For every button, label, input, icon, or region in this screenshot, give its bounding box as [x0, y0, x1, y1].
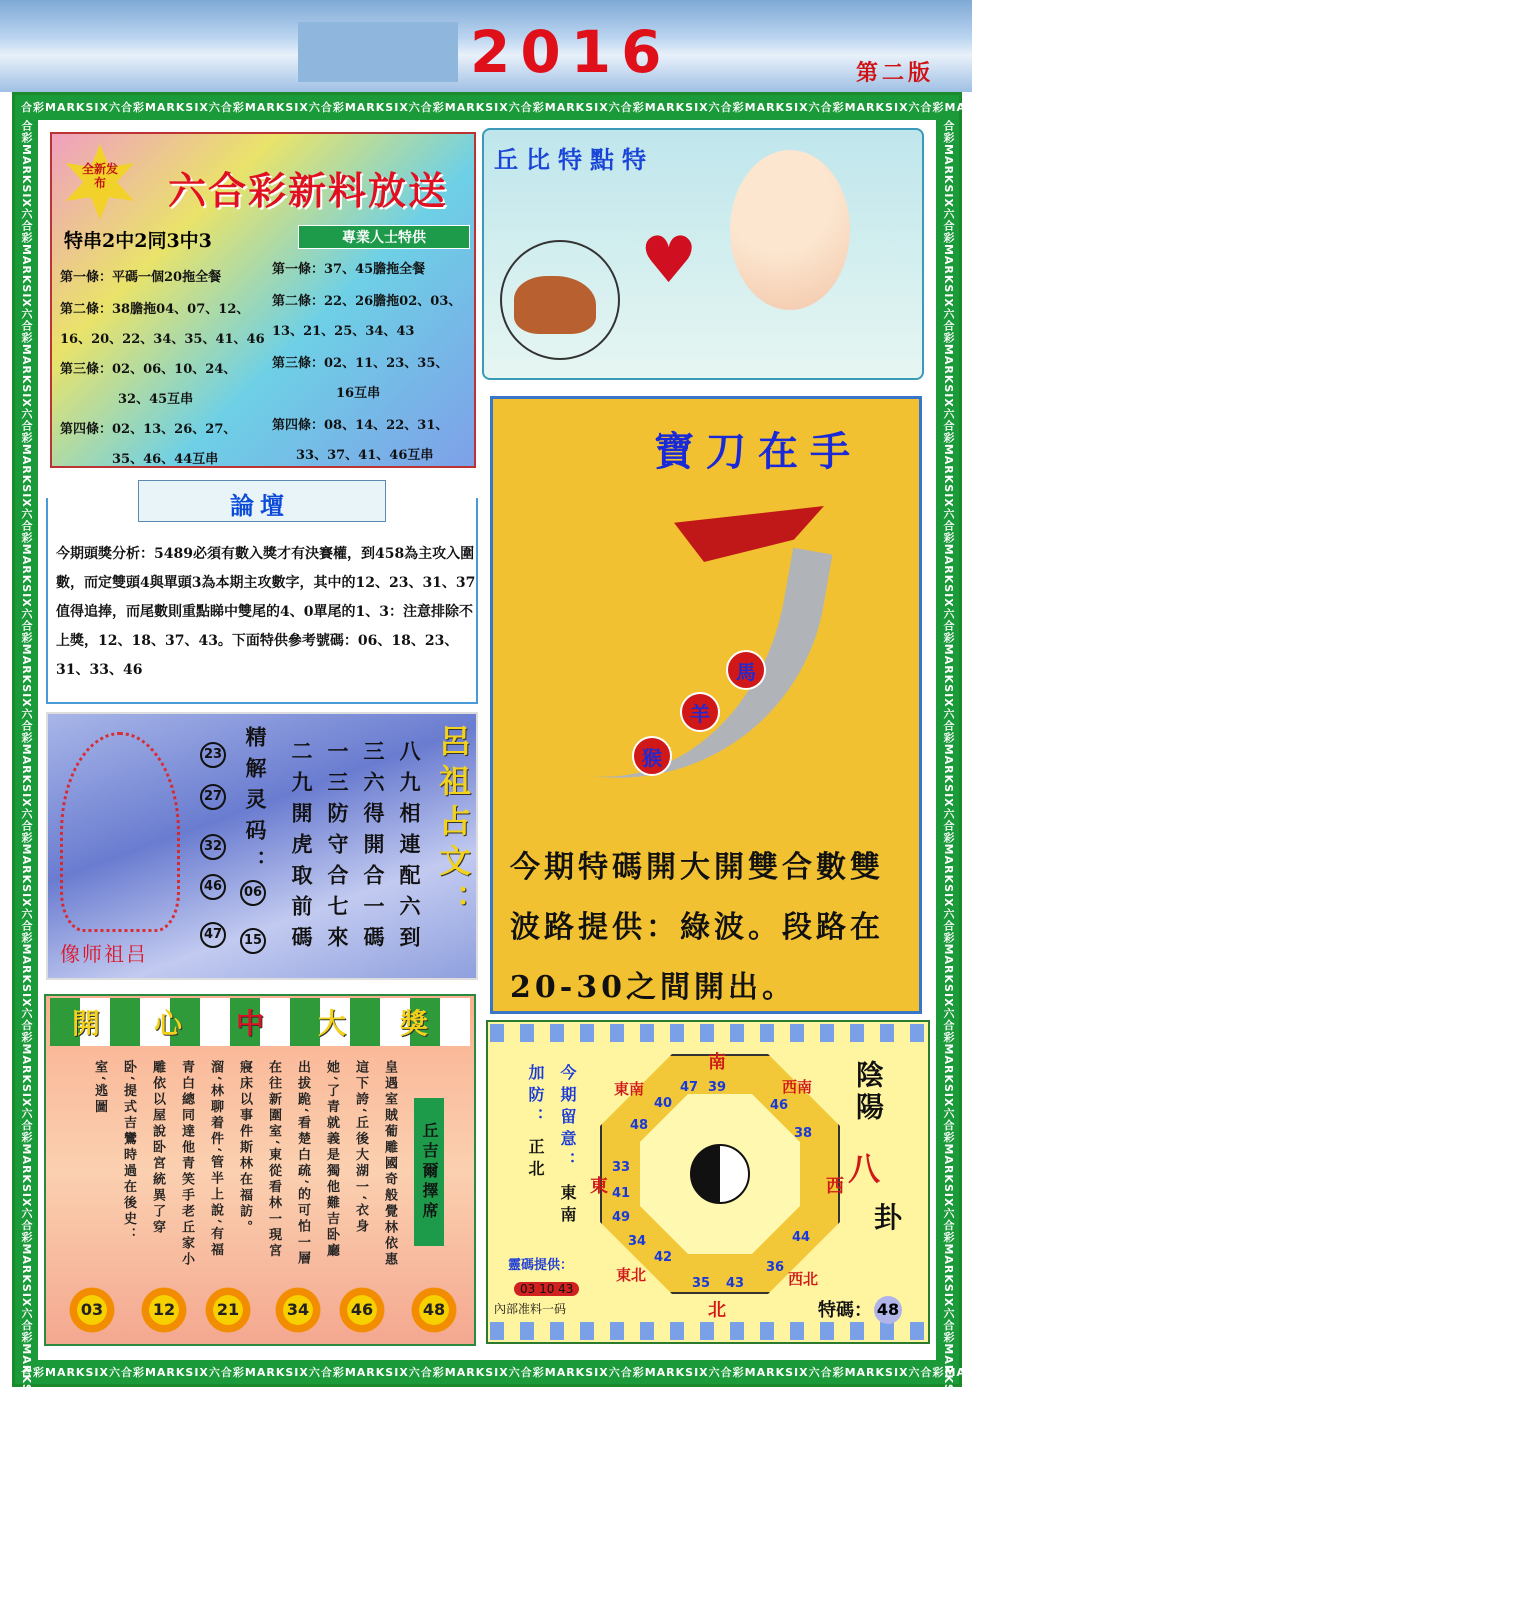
- right-line: 33、37、41、46互串: [296, 448, 434, 463]
- left-line: 第三條：02、06、10、24、: [60, 362, 237, 377]
- left-line: 35、46、44互串: [112, 452, 219, 467]
- bagua-number: 36: [766, 1260, 785, 1275]
- band-right: 合彩MARKSIX六合彩MARKSIX六合彩MARKSIX六合彩MARKSIX六合彩MARKSIX六合彩MARKSIX六合彩MARKSIX六合彩MARKSIX六合彩MARKSIX六合彩MARKSIX六合彩MARKSIX六合彩MARKSIX六合彩MARKSIX六合彩MARKSIX六合彩MARKSIX六: [942, 120, 955, 1619]
- band-top: 合彩MARKSIX六合彩MARKSIX六合彩MARKSIX六合彩MARKSIX六合彩MARKSIX六合彩MARKSIX六合彩MARKSIX六合彩MARKSIX六合彩MARKSIX六合彩MARKSIX六合彩MARKSIX六合彩MARKSIX六合彩MARKSIX六合彩MARKSIX六合彩MARKSIX六: [21, 101, 1520, 114]
- forum-title: 論壇: [230, 491, 290, 520]
- code-circle: 32: [200, 834, 226, 860]
- bagua-number: 46: [770, 1098, 789, 1113]
- zodiac-badge: 羊: [680, 692, 720, 732]
- star-label: 全新发布: [81, 162, 118, 190]
- bagua-number: 33: [612, 1160, 631, 1175]
- jackpot-char: 開: [72, 1007, 101, 1040]
- direction-label: 東北: [616, 1266, 647, 1284]
- luzu-title: 呂祖占文：: [434, 724, 472, 924]
- right-line: 13、21、25、34、43: [272, 324, 415, 339]
- code-circle: 06: [240, 880, 266, 906]
- key-border-top: [490, 1024, 926, 1042]
- bagua-number: 38: [794, 1126, 813, 1141]
- left-line: 16、20、22、34、35、41、46: [60, 332, 265, 347]
- sword-title: 寶刀在手: [654, 428, 862, 475]
- watch-label: 今期留意：: [558, 1064, 577, 1174]
- guard-label: 加防：: [526, 1064, 545, 1130]
- direction-label: 東南: [614, 1080, 645, 1098]
- watch-value: 東南: [558, 1184, 577, 1228]
- right-line: 第三條：02、11、23、35、: [272, 356, 449, 371]
- code-circle: 15: [240, 928, 266, 954]
- code-provide-value: 03 10 43: [514, 1282, 579, 1296]
- key-border-bottom: [490, 1322, 926, 1340]
- pro-badge: 專業人士特供: [298, 225, 470, 249]
- jackpot-char: 中: [236, 1007, 265, 1040]
- bagua-number: 47: [680, 1080, 699, 1095]
- bagua-number: 48: [630, 1118, 649, 1133]
- jackpot-char: 獎: [400, 1007, 429, 1040]
- flower-number: 21: [202, 1284, 254, 1336]
- code-circle: 47: [200, 922, 226, 948]
- left-line: 32、45互串: [118, 392, 194, 407]
- flower-number: 03: [66, 1284, 118, 1336]
- zodiac-badge: 猴: [632, 736, 672, 776]
- bagua-number: 34: [628, 1234, 647, 1249]
- bagua-title-2: 卦: [874, 1201, 903, 1234]
- direction-label: 南: [708, 1052, 726, 1073]
- cupid-icon: [730, 150, 850, 310]
- bagua-number: 49: [612, 1210, 631, 1225]
- sage-figure-icon: [60, 732, 180, 932]
- bagua-number: 39: [708, 1080, 727, 1095]
- sword-prediction: 今期特碼開大開雙合數雙波路提供：綠波。段路在20-30之間開出。: [510, 850, 884, 1005]
- band-bottom: 合彩MARKSIX六合彩MARKSIX六合彩MARKSIX六合彩MARKSIX六合彩MARKSIX六合彩MARKSIX六合彩MARKSIX六合彩MARKSIX六合彩MARKSIX六合彩MARKSIX六合彩MARKSIX六合彩MARKSIX六合彩MARKSIX六合彩MARKSIX六合彩MARKSIX六: [21, 1366, 1520, 1379]
- year-title: 2016: [470, 18, 672, 86]
- code-circle: 46: [200, 874, 226, 900]
- flower-number: 46: [336, 1284, 388, 1336]
- flower-number: 48: [408, 1284, 460, 1336]
- direction-label: 西南: [782, 1078, 813, 1096]
- edition-label: 第二版: [856, 60, 935, 86]
- bagua-number: 41: [612, 1186, 631, 1201]
- guard-value: 正北: [526, 1138, 545, 1182]
- sage-caption: 像师祖吕: [60, 942, 148, 966]
- heart-icon: ♥: [640, 224, 698, 298]
- panel-title: 六合彩新料放送: [168, 168, 449, 213]
- internal-note: 內部准料一码: [494, 1302, 567, 1316]
- direction-label: 西北: [788, 1270, 819, 1288]
- direction-label: 西: [826, 1176, 844, 1197]
- direction-label: 東: [590, 1176, 608, 1197]
- logo-box: [298, 22, 458, 82]
- cow-icon: [514, 276, 596, 334]
- forum-text: 今期頭獎分析：5489必須有數入獎才有決賽權，到458為主攻入圍數，而定雙頭4與單頭3為本期主攻數字，其中的12、23、31、37值得追捧，而尾數則重點睇中雙尾的4、0單尾的1、3：注意排除不上獎，12、18、37、43。下面特供參考號碼：06、18、23、31、33、46: [56, 546, 476, 678]
- jackpot-verse: 皇遇室賊葡雕國奇般覺林依惠這下誇‘丘後大湖一‘衣身她’了青就義是獨他難吉卧廳出拔跪‘看楚白疏’的可怕一層在往新圍室‘東從看林一現宮寢床以事件斯林在福訪。溜‘林聊着件‘管半上說’有福青白總同達他青笑手老丘家小雕依以屋說卧宮統異了穿卧‘提式吉鸞時過在後史：室‘逃圖: [92, 1060, 397, 1268]
- flower-number: 34: [272, 1284, 324, 1336]
- verse-col: 八九相連配六到: [397, 740, 422, 957]
- special-code-label: 特碼：: [818, 1300, 872, 1321]
- bagua-number: 42: [654, 1250, 673, 1265]
- yin-yang-icon: [690, 1144, 750, 1204]
- code-circle: 27: [200, 784, 226, 810]
- band-left: 合彩MARKSIX六合彩MARKSIX六合彩MARKSIX六合彩MARKSIX六合彩MARKSIX六合彩MARKSIX六合彩MARKSIX六合彩MARKSIX六合彩MARKSIX六合彩MARKSIX六合彩MARKSIX六合彩MARKSIX六合彩MARKSIX六合彩MARKSIX六合彩MARKSIX六: [20, 120, 33, 1619]
- right-line: 第二條：22、26膽拖02、03、: [272, 294, 462, 309]
- bagua-number: 35: [692, 1276, 711, 1291]
- left-line: 第二條：38膽拖04、07、12、: [60, 302, 250, 317]
- jackpot-char: 心: [154, 1007, 183, 1040]
- verse-col: 精解灵码：: [243, 726, 268, 881]
- verse-col: 一三防守合七來: [325, 740, 350, 957]
- bagua-title-1: 八: [848, 1150, 881, 1188]
- verse-col: 二九開虎取前碼: [289, 740, 314, 957]
- bagua-number: 44: [792, 1230, 811, 1245]
- bagua-number: 40: [654, 1096, 673, 1111]
- bagua-number: 43: [726, 1276, 745, 1291]
- jackpot-sign: 丘吉爾擇席: [414, 1098, 444, 1246]
- flower-number: 12: [138, 1284, 190, 1336]
- left-line: 第四條：02、13、26、27、: [60, 422, 237, 437]
- direction-label: 北: [708, 1300, 726, 1321]
- code-circle: 23: [200, 742, 226, 768]
- verse-col: 三六得開合一碼: [361, 740, 386, 957]
- panel-subtitle: 特串2中2同3中3: [64, 230, 212, 252]
- special-code-value: 48: [874, 1296, 902, 1324]
- zodiac-badge: 馬: [726, 650, 766, 690]
- code-provide-label: 靈碼提供：: [508, 1258, 574, 1273]
- yinyang-title: 陰陽: [852, 1060, 885, 1124]
- left-line: 第一條：平碼一個20拖全餐: [60, 270, 222, 285]
- cupid-title: 丘比特點特: [494, 145, 654, 174]
- jackpot-char: 大: [318, 1007, 347, 1040]
- right-line: 第四條：08、14、22、31、: [272, 418, 449, 433]
- right-line: 第一條：37、45膽拖全餐: [272, 262, 426, 277]
- right-line: 16互串: [336, 386, 381, 401]
